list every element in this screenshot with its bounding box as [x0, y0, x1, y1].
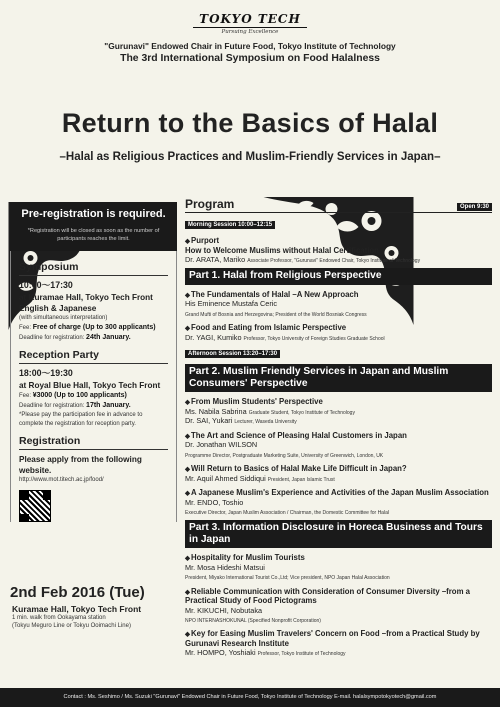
event-date: 2nd Feb 2016 (Tue) — [10, 584, 145, 601]
reception-place: at Royal Blue Hall, Tokyo Tech Front — [19, 380, 161, 390]
speaker-name: His Eminence Mustafa Ceric — [185, 299, 278, 309]
tokyo-tech-logo: TOKYO TECH — [193, 12, 307, 28]
reception-note: *Please pay the participation fee in advance to complete the registration for reception party. — [19, 412, 143, 427]
diamond-bullet-icon: ◆ — [185, 465, 190, 473]
program-item: ◆The Fundamentals of Halal –A New Approach His Eminence Mustafa Ceric Grand Mufti of Bosnia and Herzegovina; President of the World Bosniak Congress — [185, 290, 492, 318]
program-item: ◆Reliable Communication with Consideration of Consumer Diversity –from a Practical Study of Food Pictograms Mr. KIKUCHI, Nobutaka NPO INTERNASHOKUNAL (Specified Nonprofit Corporation) — [185, 587, 492, 625]
main-title: Return to the Basics of Halal — [61, 108, 439, 138]
diamond-bullet-icon: ◆ — [185, 238, 190, 245]
speaker: Mr. HOMPO, Yoshiaki Professor, Tokyo Institute of Technology — [185, 648, 346, 658]
part1-heading: Part 1. Halal from Religious Perspective — [185, 268, 492, 284]
afternoon-session-badge: Afternoon Session 13:20–17:30 — [185, 350, 280, 358]
symposium-language: English & Japanese — [19, 304, 97, 314]
program-item: ◆Will Return to Basics of Halal Make Life Difficult in Japan? Mr. Aquil Ahmed Siddiqui President, Japan Islamic Trust — [185, 464, 492, 483]
speaker-affiliation: Grand Mufti of Bosnia and Herzegovina; President of the World Bosniak Congress — [185, 311, 367, 318]
open-time-badge: Open 9:30 — [457, 203, 492, 211]
speaker-name: Mr. Mosa Hideshi Matsui — [185, 563, 265, 573]
qr-code — [19, 490, 51, 522]
venue-lines: (Tokyu Meguro Line or Tokyu Ooimachi Line) — [12, 623, 131, 630]
registration-heading: Registration — [19, 429, 168, 450]
program-item: ◆A Japanese Muslim's Experience and Activities of the Japan Muslim Association Mr. ENDO, Toshio Executive Director, Japan Muslim Association / Chairman, the Domestic Committee for Halal — [185, 488, 492, 516]
reception-time: 18:00～19:30 — [19, 368, 73, 379]
symposium-place: at Kuramae Hall, Tokyo Tech Front — [19, 292, 153, 302]
speaker-affiliation: President, Miyako International Tourist Co.,Ltd; Vice president, NPO Japan Halal Association — [185, 575, 390, 582]
speaker-affiliation: Programme Director, Postgraduate Marketing Suite, University of Greenwich, London, UK — [185, 452, 384, 459]
diamond-bullet-icon: ◆ — [185, 489, 190, 497]
symposium-name: The 3rd International Symposium on Food Halalness — [120, 53, 380, 64]
program-item: ◆Key for Easing Muslim Travelers' Concern on Food –from a Practical Study by Gurunavi Research Institute Mr. HOMPO, Yoshiaki Professor, Tokyo Institute of Technology — [185, 629, 492, 657]
diamond-bullet-icon: ◆ — [185, 555, 190, 563]
program-column — [185, 197, 492, 657]
contact-footer: Contact : Ms. Seshimo / Ms. Suzuki "Gurunavi" Endowed Chair in Future Food, Tokyo Institute of Technology E-mail. halalsympotokyotech@gmail.com — [0, 688, 500, 707]
registration-text: Please apply from the following website. — [19, 454, 142, 475]
morning-session-badge: Morning Session 10:00–12:15 — [185, 221, 275, 229]
reception-heading: Reception Party — [19, 343, 168, 364]
program-item: ◆Food and Eating from Islamic Perspective Dr. YAGI, Kumiko Professor, Tokyo University of Foreign Studies Graduate School — [185, 323, 492, 342]
speaker-name: Mr. KIKUCHI, Nobutaka — [185, 605, 263, 615]
reception-fee: Fee: ¥3000 (Up to 100 applicants) — [19, 392, 127, 399]
diamond-bullet-icon: ◆ — [185, 399, 190, 407]
symposium-fee: Fee: Free of charge (Up to 300 applicants) — [19, 323, 156, 331]
diamond-bullet-icon: ◆ — [185, 631, 190, 639]
preregistration-title: Pre-registration is required. — [10, 202, 177, 228]
diamond-bullet-icon: ◆ — [185, 291, 190, 299]
endowed-chair-name: "Gurunavi" Endowed Chair in Future Food, Tokyo Institute of Technology — [104, 41, 396, 51]
symposium-time: 10:00～17:30 — [19, 280, 73, 291]
speaker: Dr. ARATA, Mariko Associate Professor, "Gurunavi" Endowed Chair, Tokyo Institute of Technology — [185, 255, 421, 265]
purport-subtitle: How to Welcome Muslims without Halal Certification — [185, 245, 379, 255]
logo-tagline: Pursuing Excellence — [221, 29, 279, 35]
program-item: ◆From Muslim Students' Perspective Ms. Nabila Sabrina Graduate Student, Tokyo Institute of Technology Dr. SAI, Yukari Lecturer, Waseda University — [185, 397, 492, 425]
diamond-bullet-icon: ◆ — [185, 324, 190, 332]
speaker: Dr. SAI, Yukari Lecturer, Waseda University — [185, 416, 297, 426]
symposium-heading: Symposium — [19, 255, 168, 276]
registration-url[interactable]: http://www.mot.titech.ac.jp/food/ — [19, 476, 104, 483]
header — [0, 10, 500, 64]
left-column — [10, 202, 177, 526]
program-item: ◆The Art and Science of Pleasing Halal Customers in Japan Dr. Jonathan WILSON Programme Director, Postgraduate Marketing Suite, University of Greenwich, London, UK — [185, 431, 492, 459]
speaker: Mr. Aquil Ahmed Siddiqui President, Japan Islamic Trust — [185, 473, 335, 483]
left-info-box — [10, 251, 177, 522]
preregistration-note: *Registration will be closed as soon as the number of participants reaches the limit. — [10, 228, 177, 251]
purport-item: ◆Purport How to Welcome Muslims without Halal Certification Dr. ARATA, Mariko Associate Professor, "Gurunavi" Endowed Chair, Tokyo Institute of Technology — [185, 236, 492, 264]
interpretation-note: (with simultaneous interpretation) — [19, 315, 108, 322]
venue-name: Kuramae Hall, Tokyo Tech Front — [12, 604, 142, 614]
part2-heading: Part 2. Muslim Friendly Services in Japan and Muslim Consumers' Perspective — [185, 364, 492, 392]
speaker-name: Mr. ENDO, Toshio — [185, 497, 244, 507]
speaker: Dr. YAGI, Kumiko Professor, Tokyo University of Foreign Studies Graduate School — [185, 332, 385, 342]
speaker-affiliation: Executive Director, Japan Muslim Association / Chairman, the Domestic Committee for Halal — [185, 509, 389, 516]
program-item: ◆Hospitality for Muslim Tourists Mr. Mosa Hideshi Matsui President, Miyako International Tourist Co.,Ltd; Vice president, NPO Japan Halal Association — [185, 553, 492, 581]
part3-heading: Part 3. Information Disclosure in Horeca Business and Tours in Japan — [185, 520, 492, 548]
venue-walk: 1 min. walk from Ookayama station — [12, 615, 106, 621]
speaker-affiliation: NPO INTERNASHOKUNAL (Specified Nonprofit Corporation) — [185, 617, 321, 624]
symposium-deadline: Deadline for registration: 24th January. — [19, 333, 131, 341]
venue-block — [12, 604, 182, 631]
diamond-bullet-icon: ◆ — [185, 588, 190, 596]
subtitle: –Halal as Religious Practices and Muslim-Friendly Services in Japan– — [59, 151, 441, 163]
diamond-bullet-icon: ◆ — [185, 432, 190, 440]
program-header — [185, 197, 492, 213]
speaker: Ms. Nabila Sabrina Graduate Student, Tokyo Institute of Technology — [185, 407, 355, 417]
reception-deadline: Deadline for registration: 17th January. — [19, 402, 131, 410]
program-heading: Program — [185, 197, 235, 211]
speaker-name: Dr. Jonathan WILSON — [185, 440, 258, 450]
